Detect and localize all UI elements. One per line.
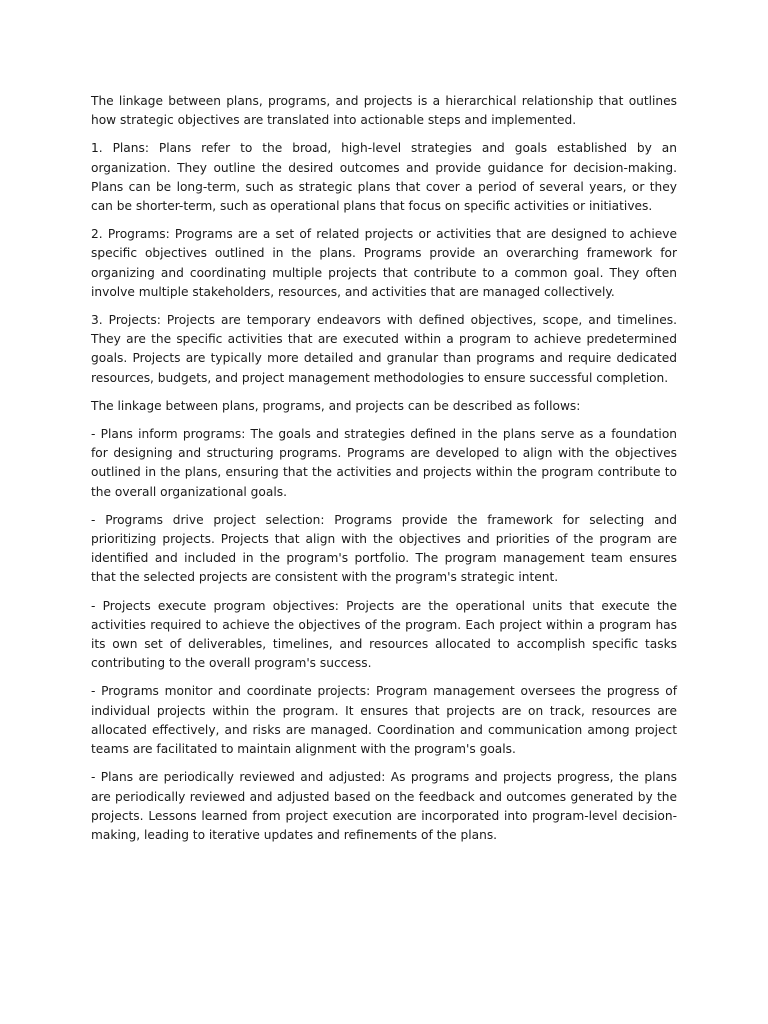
projects-execute-objectives-paragraph: - Projects execute program objectives: Projects are the operational units that execute the activities required to achieve the objectives of the program. Each project within a program has its own set of deliverables, timelines, and resources allocated to accomplish specific tasks contributing to the overall program's success. [91, 598, 677, 671]
plans-paragraph: 1. Plans: Plans refer to the broad, high-level strategies and goals established by an organization. They outline the desired outcomes and provide guidance for decision-making. Plans can be long-term, such as strategic plans that cover a period of several years, or they can be shorter-term, such as operational plans that focus on specific activities or initiatives. [91, 141, 677, 214]
programs-paragraph: 2. Programs: Programs are a set of related projects or activities that are designed to achieve specific objectives outlined in the plans. Programs provide an overarching framework for organizing and coordinating multiple projects that contribute to a common goal. They often involve multiple stakeholders, resources, and activities that are managed collectively. [91, 227, 677, 299]
plans-inform-programs-paragraph: - Plans inform programs: The goals and strategies defined in the plans serve as a foundation for designing and structuring programs. Programs are developed to align with the objectives outlined in the plans, ensuring that the activities and projects within the program contribute to the overall organizational goals. [91, 427, 677, 499]
plans-reviewed-paragraph: - Plans are periodically reviewed and adjusted: As programs and projects progress, the plans are periodically reviewed and adjusted based on the feedback and outcomes generated by the projects. Lessons learned from project execution are incorporated into program-level decision-making, leading to iterative updates and refinements of the plans. [91, 770, 677, 842]
projects-paragraph: 3. Projects: Projects are temporary endeavors with defined objectives, scope, and timelines. They are the specific activities that are executed within a program to achieve predetermined goals. Projects are typically more detailed and granular than programs and require dedicated resources, budgets, and project management methodologies to ensure successful completion. [91, 313, 677, 385]
programs-monitor-projects-paragraph: - Programs monitor and coordinate projects: Program management oversees the progress of individual projects within the program. It ensures that projects are on track, resources are allocated effectively, and risks are managed. Coordination and communication among project teams are facilitated to maintain alignment with the program's goals. [91, 684, 677, 757]
linkage-intro-paragraph: The linkage between plans, programs, and projects can be described as follows: [91, 398, 581, 413]
programs-drive-selection-paragraph: - Programs drive project selection: Programs provide the framework for selecting and prioritizing projects. Projects that align with the objectives and priorities of the program are identified and included in the program's portfolio. The program management team ensures that the selected projects are consistent with the program's strategic intent. [91, 512, 677, 585]
document-body [91, 92, 677, 854]
intro-paragraph: The linkage between plans, programs, and projects is a hierarchical relationship that outlines how strategic objectives are translated into actionable steps and implemented. [91, 94, 677, 128]
